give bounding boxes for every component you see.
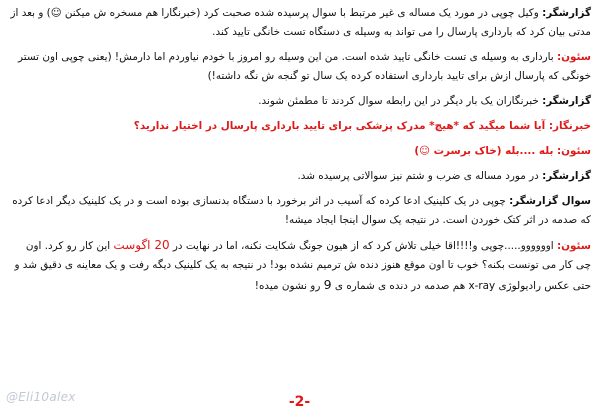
date-number: 20	[154, 238, 170, 252]
paragraph-text: هم صدمه در دنده ی شماره ی	[331, 280, 469, 292]
question-text: آیا شما میگید که *هیچ* مدرک پزشکی برای تایید بارداری پارسال در اختیار ندارید؟	[133, 120, 549, 132]
paragraph-seoeun-3	[8, 236, 591, 296]
watermark: @Eli10alex	[6, 390, 76, 404]
paragraph-text: بارداری به وسیله ی تست خانگی تایید شده است. من این وسیله رو امروز با خودم نیاوردم اما دارمش! (یعنی چوپی اون تستر خونگی که پارسال ازش برای تایید بارداری استفاده کرده یک سال تو گنجه ش نگه داشته!)	[18, 51, 591, 82]
paragraph-text: چوپی در یک کلینیک ادعا کرده که آسیب در اثر برخورد با دستگاه بدنسازی بوده است و در یک کلینیک دیگر ادعا کرده که صدمه در اثر کتک خوردن است. در نتیجه یک سوال اینجا ایجاد میشه!	[12, 195, 591, 226]
speaker-label: گزارشگر:	[542, 7, 591, 19]
answer-text: بله ....بله (خاک برسرت ☺)	[414, 145, 557, 157]
paragraph-text: این کار رو کرد. اون چی کار می تونست بکنه؟ خوب تا اون موقع هنوز دنده ش ترمیم نشده بود! در نتیجه به یک کلینیک دیگه رفت و یک معاینه ی دقیق شد و حتی عکس رادیولوژی	[14, 240, 591, 292]
paragraph-journalist-question	[8, 117, 591, 136]
page-number: -2-	[288, 394, 311, 410]
paragraph-seoeun-2	[8, 142, 591, 161]
paragraph-seoeun-1	[8, 48, 591, 86]
speaker-label: خبرنگار:	[548, 120, 591, 132]
rib-number: 9	[323, 277, 332, 292]
speaker-label: گزارشگر:	[542, 95, 591, 107]
paragraph-text: اوووووو.....چوپی و!!!!اقا خیلی تلاش کرد که از هیون جونگ شکایت نکنه، اما در نهایت در	[169, 240, 557, 252]
paragraph-text: وکیل چوپی در مورد یک مساله ی غیر مرتبط با سوال پرسیده شده صحبت کرد (خبرنگارا هم مسخره ش میکنن ☺) و بعد از مدتی بیان کرد که بارداری پارسال را می تواند به وسیله ی دستگاه تست خانگی تایید کند.	[10, 7, 591, 38]
paragraph-reporter-1	[8, 4, 591, 42]
paragraph-text: در مورد مساله ی ضرب و شتم نیز سوالاتی پرسیده شد.	[297, 170, 543, 182]
speaker-label: سوال گزارشگر:	[509, 195, 591, 207]
paragraph-text: خبرنگاران یک بار دیگر در این رابطه سوال کردند تا مطمئن شوند.	[258, 95, 543, 107]
paragraph-reporter-question	[8, 192, 591, 230]
paragraph-reporter-3	[8, 167, 591, 186]
paragraph-text: رو نشون میده!	[254, 280, 324, 292]
speaker-label: سئون:	[557, 240, 591, 252]
speaker-label: سئون:	[557, 51, 591, 63]
speaker-label: گزارشگر:	[542, 170, 591, 182]
date-month: اگوست	[113, 238, 155, 252]
xray-term: x-ray	[468, 280, 496, 292]
speaker-label: سئون:	[557, 145, 591, 157]
paragraph-reporter-2	[8, 92, 591, 111]
